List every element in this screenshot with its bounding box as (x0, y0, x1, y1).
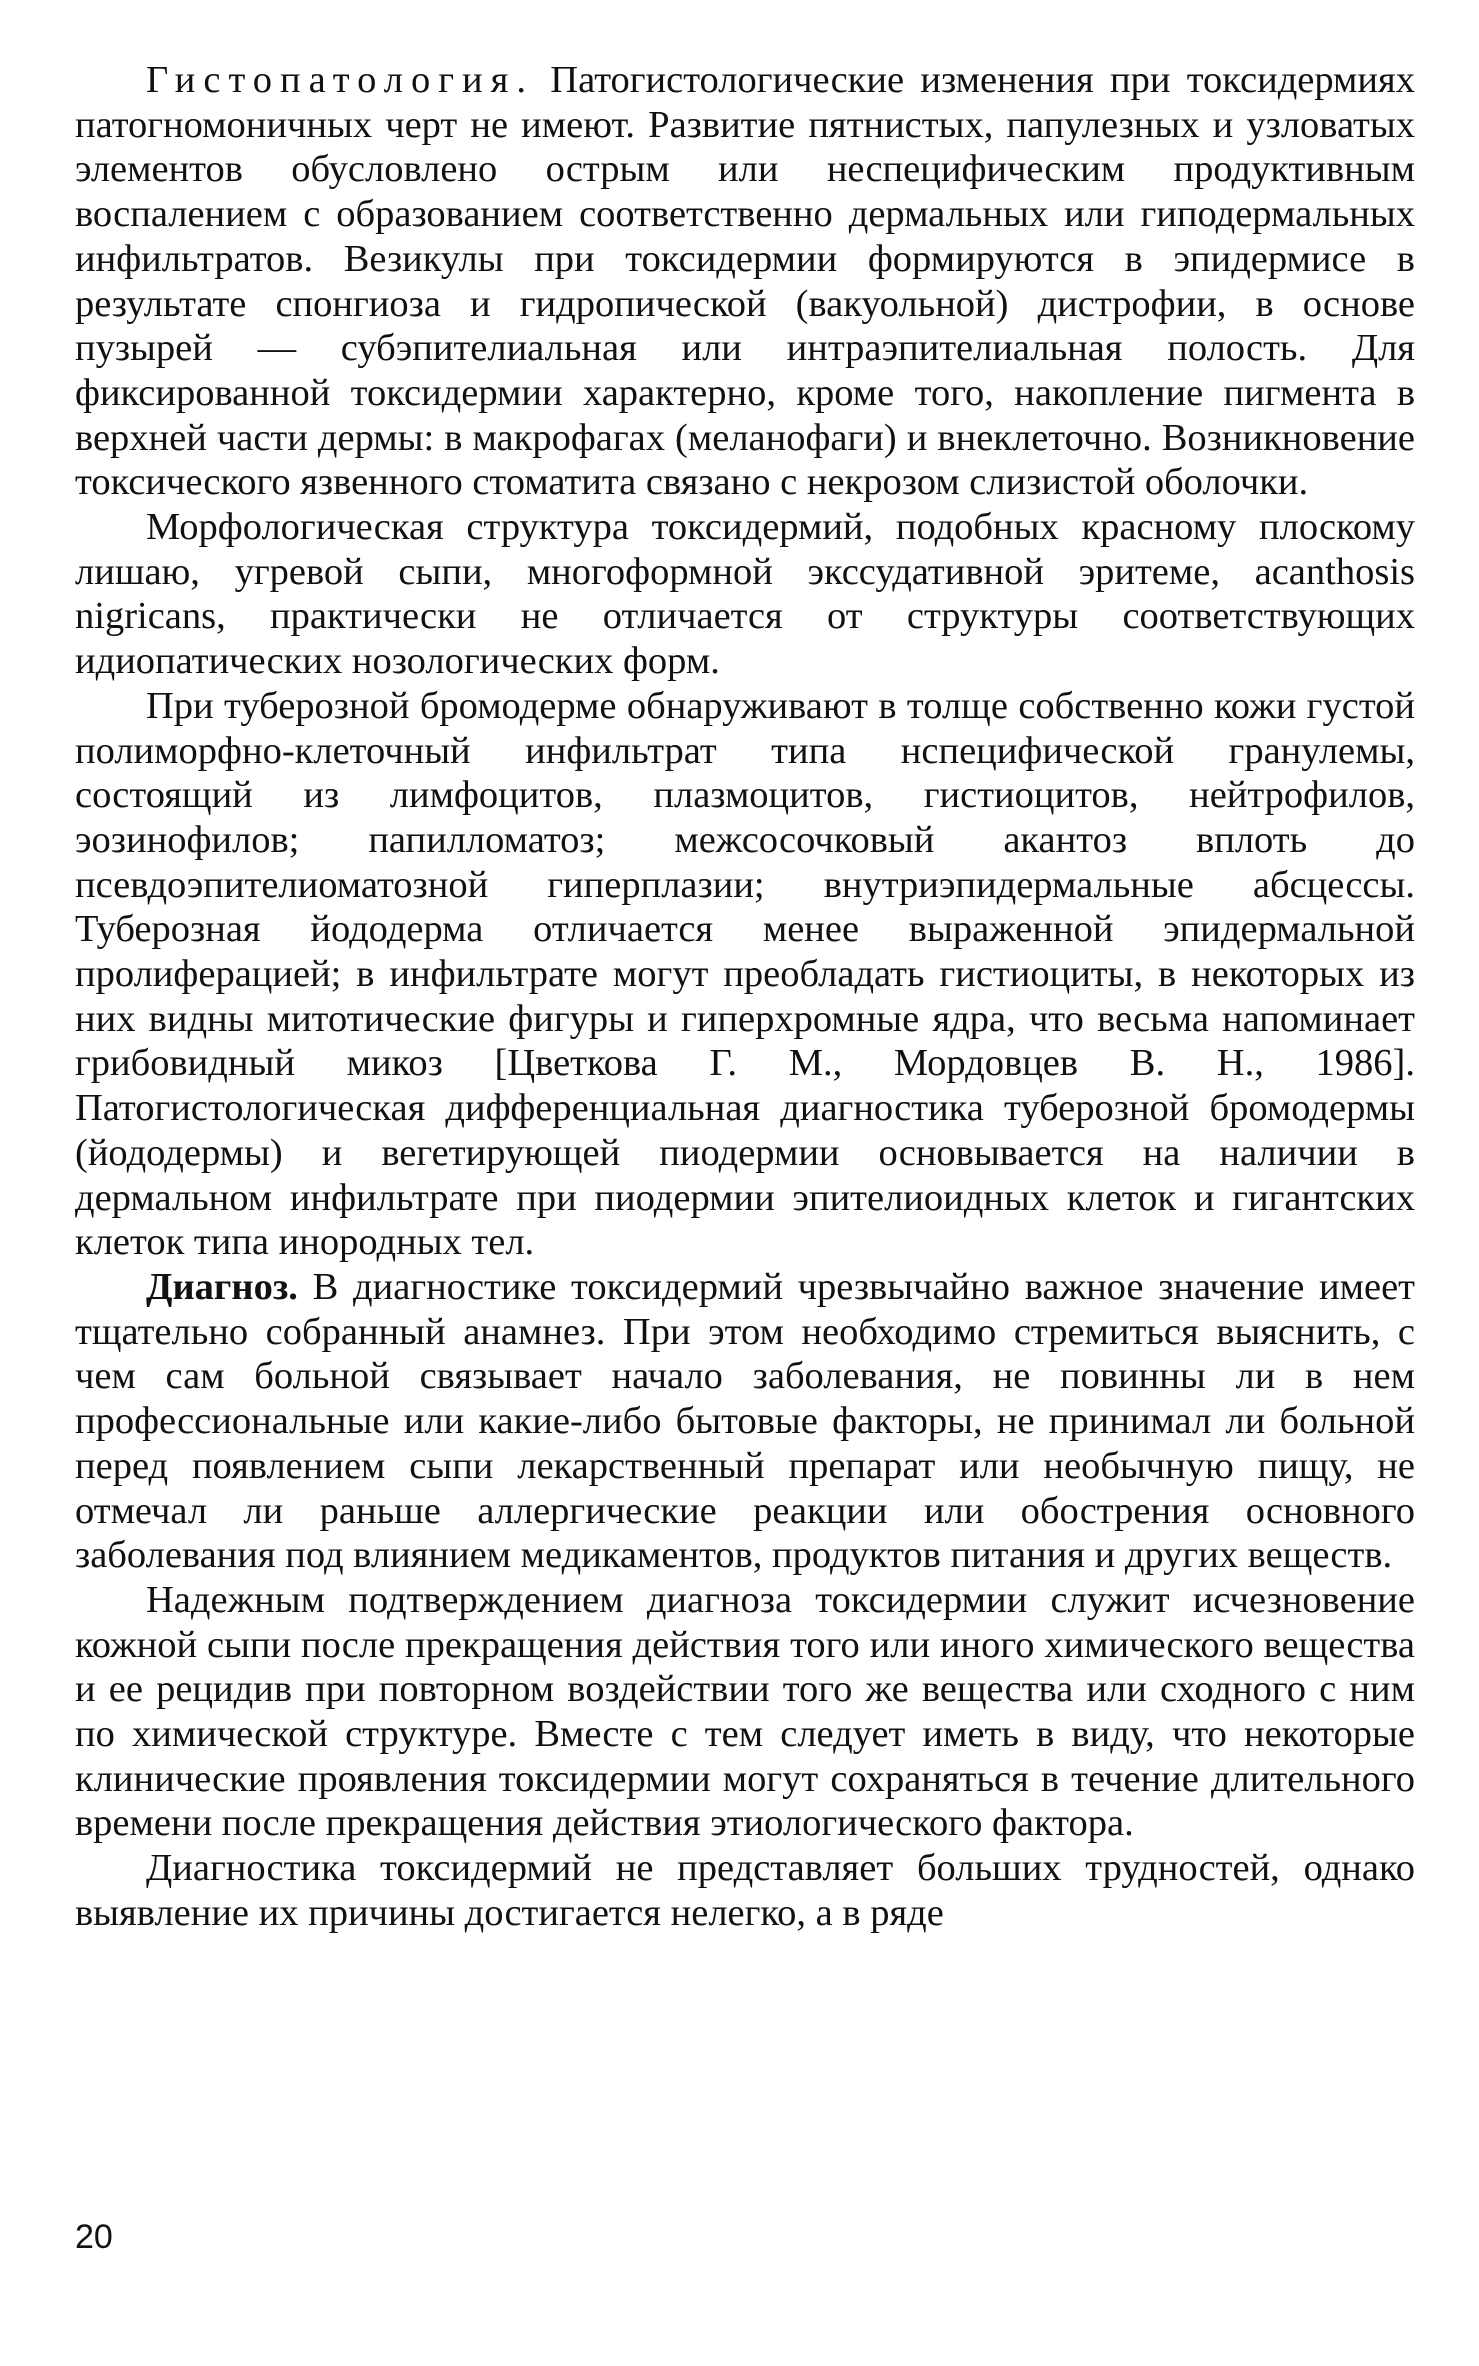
section-lead-histopathology: Гистопатология. (146, 59, 534, 101)
paragraph-text: В диагностике токсидермий чрезвычайно важное значение имеет тщательно собранный анамнез. При этом необходимо стремиться выяснить, с чем сам больной связывает начало заболевания, не повинны ли в нем профессиональные или какие-либо бытовые факторы, не принимал ли больной перед появлением сыпи лекарственный препарат или необычную пищу, не отмечал ли раньше аллергические реакции или обострения основного заболевания под влиянием медикаментов, продуктов питания и других веществ. (75, 1265, 1415, 1577)
section-lead-diagnosis: Диагноз. (146, 1265, 298, 1308)
paragraph-difficulty (75, 1846, 1415, 1935)
paragraph-bromoderma (75, 684, 1415, 1265)
paragraph-morphology (75, 505, 1415, 684)
page-number: 20 (75, 2218, 113, 2256)
paragraph-histopathology (75, 58, 1415, 505)
paragraph-confirmation (75, 1578, 1415, 1846)
paragraph-text: Патогистологические изменения при токсидермиях патогномоничных черт не имеют. Развитие пятнистых, папулезных и узловатых элементов обусловлено острым или неспецифическим продуктивным воспалением с образованием соответственно дермальных или гиподермальных инфильтратов. Везикулы при токсидермии формируются в эпидермисе в результате спонгиоза и гидропической (вакуольной) дистрофии, в основе пузырей — субэпителиальная или интраэпителиальная полость. Для фиксированной токсидермии характерно, кроме того, накопление пигмента в верхней части дермы: в макрофагах (меланофаги) и внеклеточно. Возникновение токсического язвенного стоматита связано с некрозом слизистой оболочки. (75, 59, 1415, 504)
paragraph-text: Надежным подтверждением диагноза токсидермии служит исчезновение кожной сыпи после прекращения действия того или иного химического вещества и ее рецидив при повторном воздействии того же вещества или сходного с ним по химической структуре. Вместе с тем следует иметь в виду, что некоторые клинические проявления токсидермии могут сохраняться в течение длительного времени после прекращения действия этиологического фактора. (75, 1578, 1415, 1845)
paragraph-text: При туберозной бромодерме обнаруживают в толще собственно кожи густой полиморфно-клеточный инфильтрат типа нспецифической гранулемы, состоящий из лимфоцитов, плазмоцитов, гистиоцитов, нейтрофилов, эозинофилов; папилломатоз; межсосочковый акантоз вплоть до псевдоэпителиоматозной гиперплазии; внутриэпидермальные абсцессы. Туберозная йододерма отличается менее выраженной эпидермальной пролиферацией; в инфильтрате могут преобладать гистиоциты, в некоторых из них видны митотические фигуры и гиперхромные ядра, что весьма напоминает грибовидный микоз [Цветкова Г. М., Мордовцев В. Н., 1986]. Патогистологическая дифференциальная диагностика туберозной бромодермы (йододермы) и вегетирующей пиодермии основывается на наличии в дермальном инфильтрате при пиодермии эпителиоидных клеток и гигантских клеток типа инородных тел. (75, 684, 1415, 1264)
paragraph-text: Морфологическая структура токсидермий, подобных красному плоскому лишаю, угревой сыпи, многоформной экссудативной эритеме, acanthosis nigricans, практически не отличается от структуры соответствующих идиопатических нозологических форм. (75, 506, 1415, 683)
paragraph-text: Диагностика токсидермий не представляет больших трудностей, однако выявление их причины достигается нелегко, а в ряде (75, 1847, 1415, 1934)
paragraph-diagnosis (75, 1265, 1415, 1578)
document-page (75, 58, 1415, 1936)
